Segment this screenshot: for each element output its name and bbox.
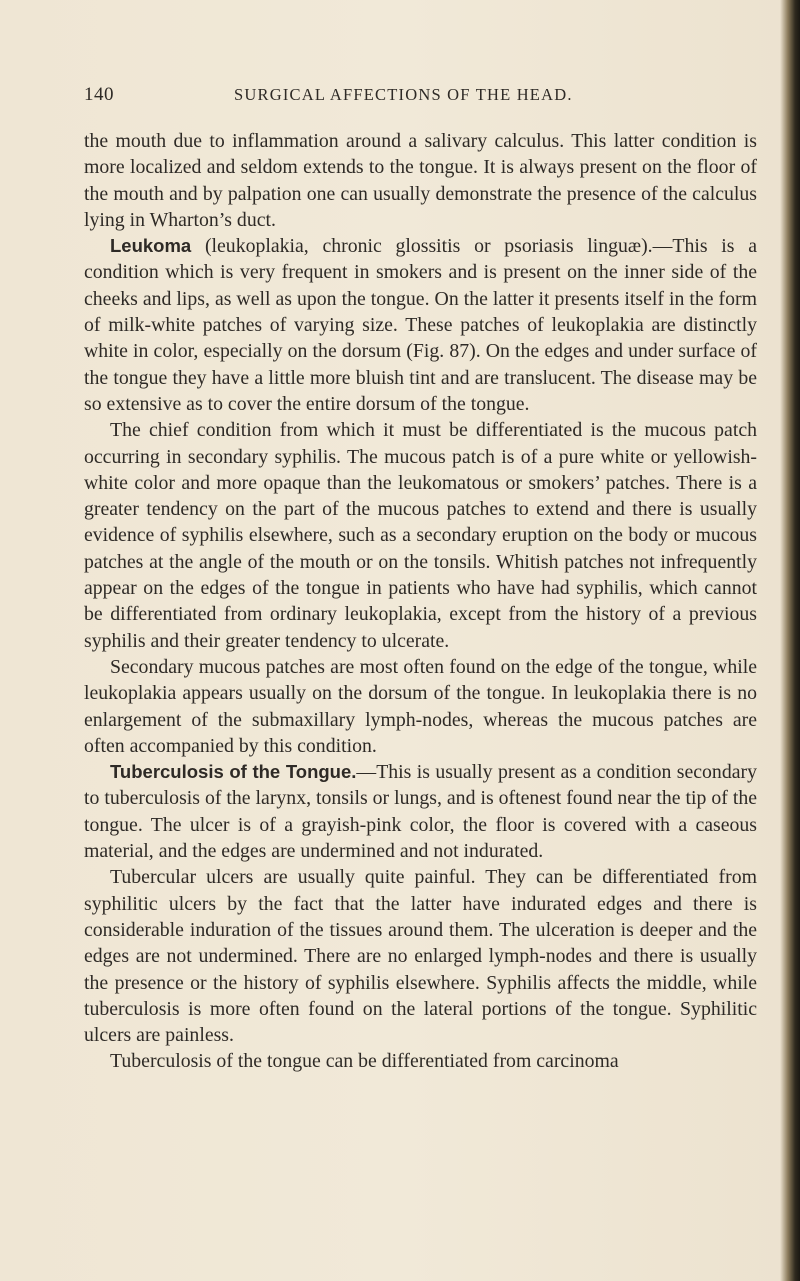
body-text [84,128,757,1075]
paragraph-secondary-mucous-patches [84,654,757,759]
page-number: 140 [84,84,114,105]
paragraph-text: Tubercular ulcers are usually quite painful. They can be differentiated from syphilitic ulcers by the fact that the latter have indurated edges and there is considerable induration of the tissues around them. The ulceration is deeper and the edges are not undermined. There are no enlarged lymph-nodes and there is usually the presence or the history of syphilis elsewhere. Syphilis affects the middle, while tuberculosis is more often found on the lateral portions of the tongue. Syphilitic ulcers are painless. [84,866,757,1047]
paragraph-salivary-calculus [84,128,757,233]
paragraph-carcinoma [84,1048,757,1074]
paragraph-text: —This is usually present as a condition secondary to tuberculosis of the larynx, tonsils or lungs, and is oftenest found near the tip of the tongue. The ulcer is of a grayish-pink color, the floor is covered with a caseous material, and the edges are undermined and not indurated. [84,761,757,863]
section-heading-tuberculosis: Tuberculosis of the Tongue. [110,761,357,783]
paragraph-differentiation [84,417,757,654]
paragraph-tuberculosis [84,759,757,864]
paragraph-leukoma [84,233,757,417]
running-head [84,84,754,110]
section-heading-leukoma: Leukoma [110,235,192,257]
binding-edge [780,0,800,1281]
paragraph-text: The chief condition from which it must be differentiated is the mucous patch occurring in secondary syphilis. The mucous patch is of a pure white or yellowish-white color and more opaque than the leukomatous or smokers’ patches. There is a greater tendency on the part of the mucous patches to extend and there is usually evidence of syphilis elsewhere, such as a secondary eruption on the body or mucous patches at the angle of the mouth or on the tonsils. Whitish patches not infrequently appear on the edges of the tongue in patients who have had syphilis, which cannot be differentiated from ordinary leukoplakia, except from the history of a previous syphilis and their greater tendency to ulcerate. [84,419,757,652]
paragraph-text: (leukoplakia, chronic glossitis or psoriasis linguæ).—This is a condition which is very frequent in smokers and is present on the inner side of the cheeks and lips, as well as upon the tongue. On the latter it presents itself in the form of milk-white patches of varying size. These patches of leukoplakia are distinctly white in color, especially on the dorsum (Fig. 87). On the edges and under surface of the tongue they have a little more bluish tint and are translucent. The disease may be so extensive as to cover the entire dorsum of the tongue. [84,235,757,415]
running-title: SURGICAL AFFECTIONS OF THE HEAD. [234,85,573,104]
paragraph-text: the mouth due to inflammation around a salivary calculus. This latter condition is more localized and seldom extends to the tongue. It is always present on the floor of the mouth and by palpation one can usually demonstrate the presence of the calculus lying in Wharton’s duct. [84,130,757,231]
paragraph-tubercular-ulcers [84,864,757,1048]
paragraph-text: Secondary mucous patches are most often found on the edge of the tongue, while leukoplakia appears usually on the dorsum of the tongue. In leukoplakia there is no enlargement of the submaxillary lymph-nodes, whereas the mucous patches are often accompanied by this condition. [84,655,757,757]
paragraph-text: Tuberculosis of the tongue can be differentiated from carcinoma [110,1050,619,1073]
